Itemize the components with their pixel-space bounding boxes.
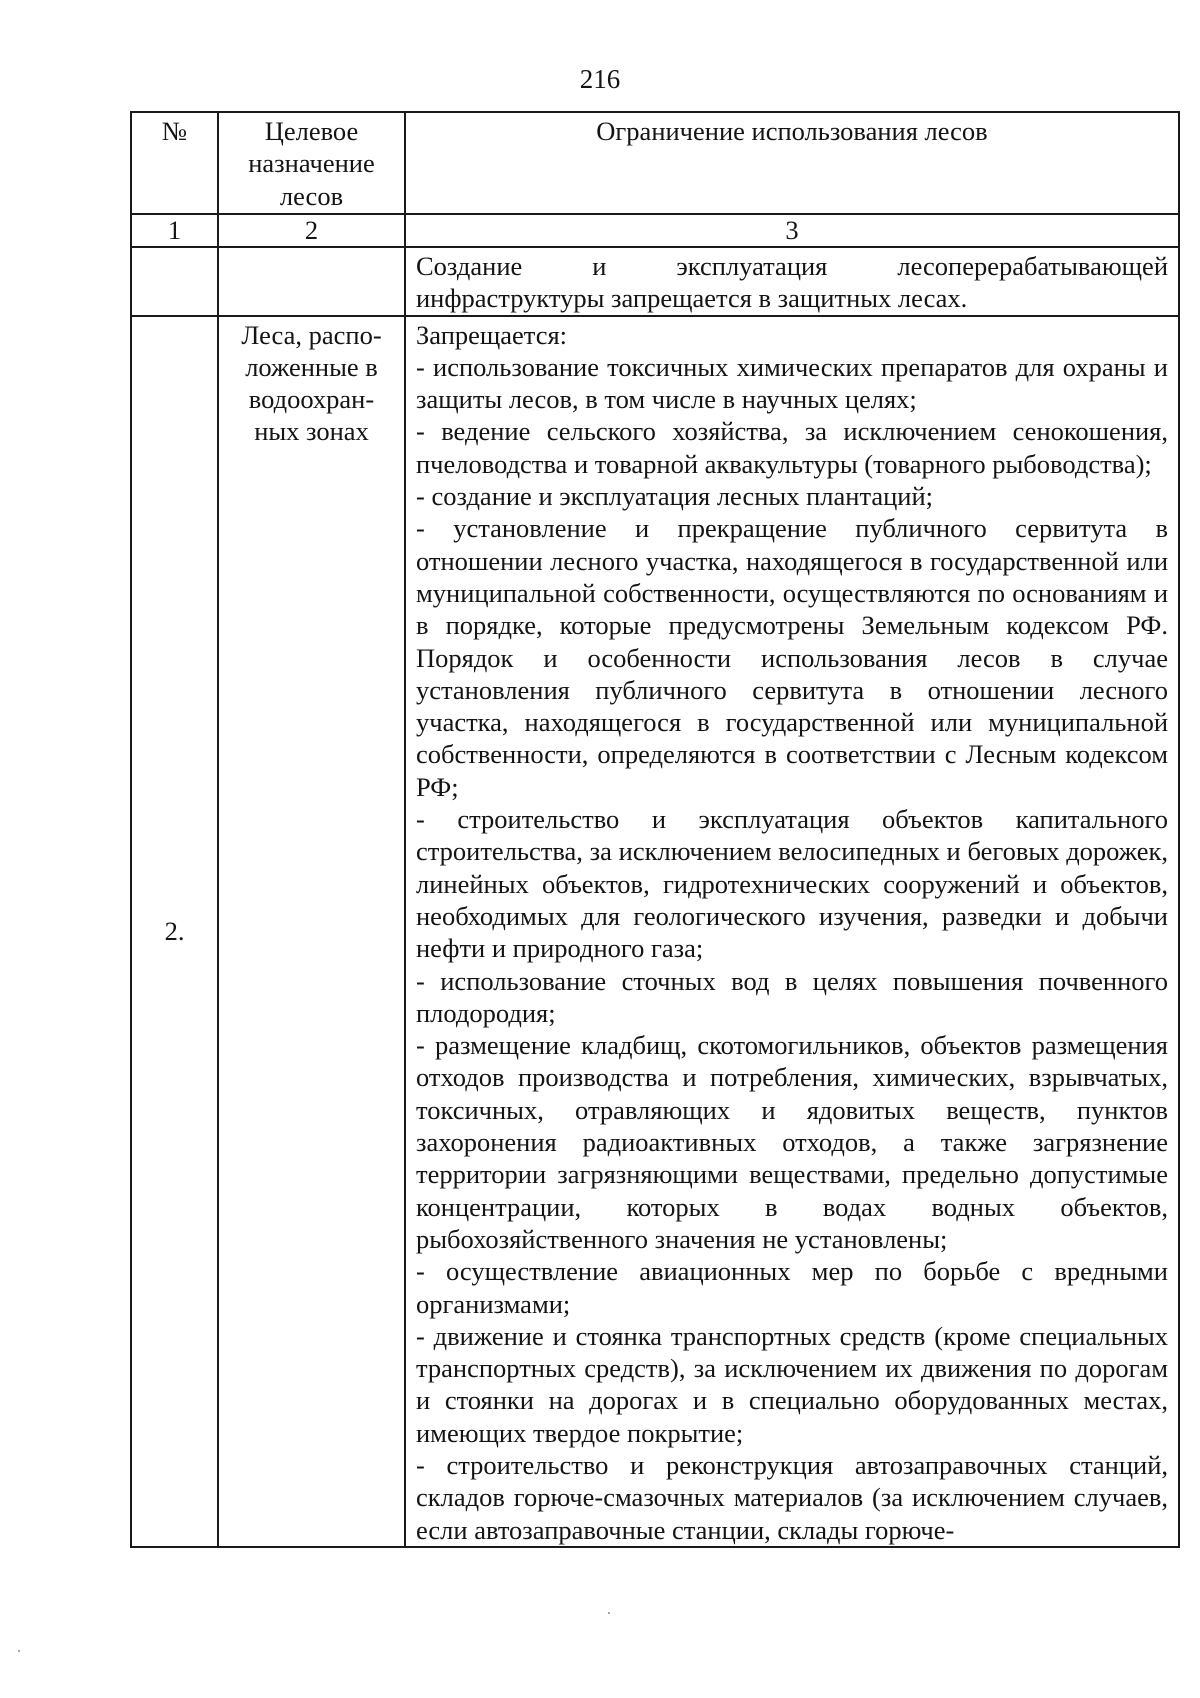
column-number: 2: [218, 214, 405, 247]
purpose-line: Леса, распо-: [241, 319, 382, 350]
row-number-cell: [131, 247, 218, 316]
scan-speck: [18, 1650, 20, 1652]
purpose-line: водоохран-: [248, 384, 375, 415]
header-purpose-line: лесов: [279, 180, 344, 211]
table-row: [131, 247, 1179, 316]
restriction-item: - создание и эксплуатация лесных плантаций;: [416, 481, 934, 512]
header-purpose: [218, 112, 405, 214]
scan-speck: [608, 1612, 610, 1614]
row-restriction-cell: [405, 247, 1179, 316]
purpose-line: ложенные в: [245, 351, 378, 382]
restriction-item: - движение и стоянка транспортных средств (кроме специальных транспортных средств), за исключением их движения по дорогам и стоянки на дорогах и в специально оборудованных местах, имеющих твердое покрытие;: [416, 1320, 1168, 1448]
restriction-item: - строительство и реконструкция автозаправочных станций, складов горюче-смазочных материалов (за исключением случаев, если автозаправочные станции, склады горюче-: [416, 1449, 1168, 1545]
table-header-row: [131, 112, 1179, 214]
row-number-cell: 2.: [131, 316, 218, 1547]
page-number: 216: [579, 64, 621, 94]
header-number: №: [131, 112, 218, 214]
row-purpose-cell: [218, 316, 405, 1547]
row-purpose-cell: [218, 247, 405, 316]
restriction-item: - установление и прекращение публичного сервитута в отношении лесного участка, находящегося в государственной или муниципальной собственности, осуществляются по основаниям и в порядке, которые предусмотрены Земельным кодексом РФ. Порядок и особенности использования лесов в случае установления публичного сервитута в отношении лесного участка, находящегося в государственной или муниципальной собственности, определяются в соответствии с Лесным кодексом РФ;: [416, 513, 1168, 802]
header-purpose-line: назначение: [248, 148, 375, 179]
header-restriction: Ограничение использования лесов: [405, 112, 1179, 214]
restriction-item: - использование токсичных химических препаратов для охраны и защиты лесов, в том числе в научных целях;: [416, 351, 1168, 415]
restriction-item: - размещение кладбищ, скотомогильников, объектов размещения отходов производства и потребления, химических, взрывчатых, токсичных, отравляющих и ядовитых веществ, пунктов захоронения радиоактивных отходов, а также загрязнение территории загрязняющими веществами, предельно допустимые концентрации, которых в водах водных объектов, рыбохозяйственного значения не установлены;: [416, 1030, 1168, 1254]
column-number: 3: [405, 214, 1179, 247]
restriction-item: - использование сточных вод в целях повышения почвенного плодородия;: [416, 965, 1168, 1028]
restrictions-table: [130, 111, 1180, 1548]
column-number-row: [131, 214, 1179, 247]
restriction-text: Создание и эксплуатация лесоперерабатывающей инфраструктуры запрещается в защитных лесах.: [416, 251, 1168, 314]
purpose-line: ных зонах: [254, 416, 369, 447]
table-row: [131, 316, 1179, 1547]
restriction-item: - ведение сельского хозяйства, за исключением сенокошения, пчеловодства и товарной аквакультуры (товарного рыбоводства);: [416, 416, 1168, 479]
header-purpose-line: Целевое: [264, 116, 359, 146]
restriction-item: - строительство и эксплуатация объектов капитального строительства, за исключением велосипедных и беговых дорожек, линейных объектов, гидротехнических сооружений и объектов, необходимых для геологического изучения, разведки и добычи нефти и природного газа;: [416, 804, 1168, 964]
row-restriction-cell: [405, 316, 1179, 1547]
restriction-intro: Запрещается:: [416, 319, 568, 350]
column-number: 1: [131, 214, 218, 247]
restriction-item: - осуществление авиационных мер по борьбе с вредными организмами;: [416, 1256, 1168, 1319]
